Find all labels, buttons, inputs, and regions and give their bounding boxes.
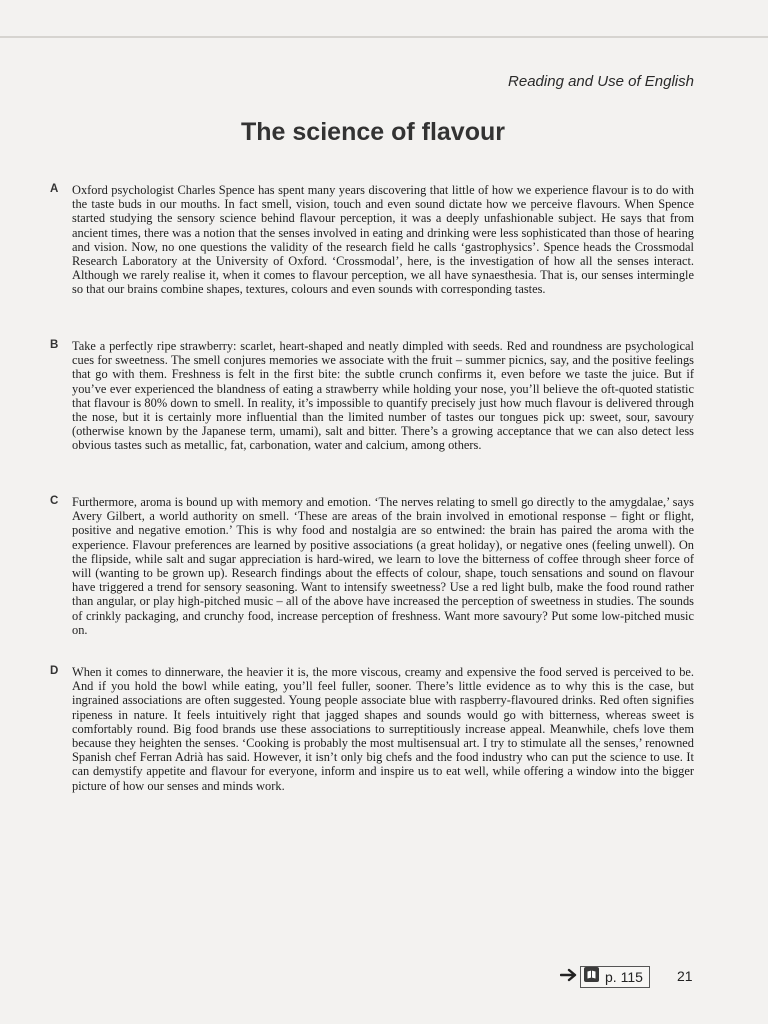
page-reference-link[interactable] bbox=[560, 966, 650, 988]
paragraph-b bbox=[50, 339, 694, 453]
page-number: 21 bbox=[677, 968, 693, 984]
paragraph-letter: A bbox=[50, 183, 59, 195]
section-header: Reading and Use of English bbox=[508, 73, 694, 90]
reference-box bbox=[580, 966, 650, 988]
paragraph-text: Furthermore, aroma is bound up with memory and emotion. ‘The nerves relating to smell go directly to the amygdalae,’ says Avery Gilbert, a world authority on smell. ‘These are areas of the brain involved in emotional response – fight or flight, positive and negative emotion.’ This is why food and nostalgia are so entwined: the brain has paired the aroma with the experience. Flavour preferences are learned by positive associations (a great holiday), or negative ones (feeling unwell). On the flipside, while salt and sugar appreciation is hard-wired, we learn to love the bitterness of coffee through sheer force of will (wanting to be grown up). Research findings about the effects of colour, shape, touch sensations and sound on flavour have triggered a trend for sensory seasoning. Want to intensify sweetness? Use a red light bulb, make the food round rather than angular, or play high-pitched music – all of the above have increased the perception of sweetness in studies. The sounds of crinkly packaging, and crunchy food, increase perception of freshness. Want more savoury? Put some low-pitched music on. bbox=[72, 495, 694, 637]
paragraph-c bbox=[50, 495, 694, 637]
article-title: The science of flavour bbox=[241, 118, 505, 146]
paragraph-d bbox=[50, 665, 694, 793]
arrow-right-icon bbox=[560, 968, 578, 987]
student-book-icon bbox=[584, 967, 599, 987]
reference-label: p. 115 bbox=[605, 969, 643, 985]
paragraph-text: When it comes to dinnerware, the heavier it is, the more viscous, creamy and expensive the food served is perceived to be. And if you hold the bowl while eating, you’ll feel fuller, sooner. There’s little evidence as to why this is the case, but ingrained associations are often suggested. Young people associate blue with raspberry-flavoured drinks. Red often signifies ripeness in nature. It feels intuitively right that jagged shapes and sounds would go with bitterness, whereas sweet is comfortably round. Big food brands use these associations to surreptitiously increase appeal. Meanwhile, chefs love them because they heighten the senses. ‘Cooking is probably the most multisensual art. I try to stimulate all the senses,’ renowned Spanish chef Ferran Adrià has said. However, it isn’t only big chefs and the food industry who can put the science to use. It can demystify appetite and flavour for everyone, inform and inspire us to eat well, while offering a window into the bigger picture of how our senses and minds work. bbox=[72, 665, 694, 793]
paragraph-text: Oxford psychologist Charles Spence has spent many years discovering that little of how we experience flavour is to do with the taste buds in our mouths. In fact smell, vision, touch and even sound dictate how we perceive flavours. When Spence started studying the sensory science behind flavour perception, it was a deeply unfashionable subject. He says that from ancient times, there was a notion that the senses involved in eating and drinking were less sophisticated than those of hearing and vision. Now, no one questions the validity of the research field he calls ‘gastrophysics’. Spence heads the Crossmodal Research Laboratory at the University of Oxford. ‘Crossmodal’, here, is the investigation of how all the senses interact. Although we rarely realise it, when it comes to flavour perception, we all have synaesthesia. That is, our senses intermingle so that our brains combine shapes, textures, colours and even sounds with corresponding tastes. bbox=[72, 183, 694, 297]
paragraph-text: Take a perfectly ripe strawberry: scarlet, heart-shaped and neatly dimpled with seeds. Red and roundness are psychological cues for sweetness. The smell conjures memories we associate with the fruit – summer picnics, say, and the positive feelings that go with them. Freshness is felt in the first bite: the subtle crunch confirms it, even before we taste the juice. But if you’ve ever experienced the blandness of eating a strawberry while holding your nose, you’ll believe the oft-quoted statistic that flavour is 80% down to smell. In reality, it’s impossible to quantify precisely just how much flavour is delivered through the nose, but it is certainly more influential than the limited number of tastes our tongues pick up: sweet, sour, savoury (otherwise known by the Japanese term, umami), salt and bitter. There’s a growing acceptance that we can also detect less obvious tastes such as metallic, fat, carbonation, water and calcium, among others. bbox=[72, 339, 694, 453]
paragraph-letter: D bbox=[50, 665, 59, 677]
paragraph-a bbox=[50, 183, 694, 297]
top-rule bbox=[0, 36, 768, 38]
paragraph-letter: C bbox=[50, 495, 59, 507]
paragraph-letter: B bbox=[50, 339, 59, 351]
